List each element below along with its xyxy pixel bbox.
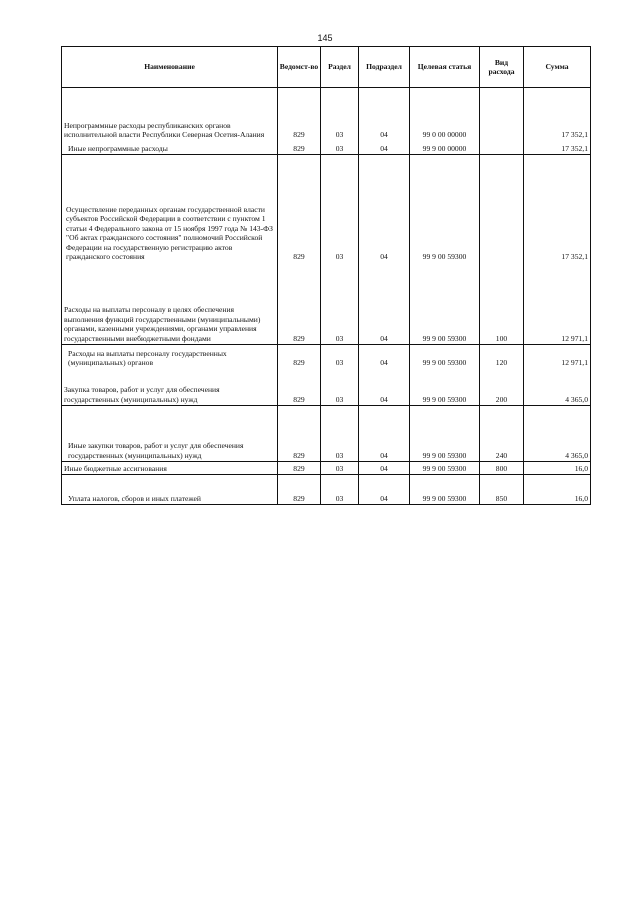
budget-table <box>61 46 591 505</box>
cell-subsection: 04 <box>359 263 410 345</box>
cell-exp-type: 240 <box>480 406 524 462</box>
cell-section: 03 <box>321 345 359 369</box>
cell-dept: 829 <box>278 88 321 141</box>
cell-dept: 829 <box>278 155 321 263</box>
cell-section: 03 <box>321 88 359 141</box>
header-target: Целевая статья <box>410 47 480 88</box>
cell-exp-type <box>480 88 524 141</box>
table-row <box>62 155 591 263</box>
table-header-row <box>62 47 591 88</box>
cell-dept: 829 <box>278 263 321 345</box>
cell-section: 03 <box>321 406 359 462</box>
cell-exp-type: 100 <box>480 263 524 345</box>
cell-target: 99 9 00 59300 <box>410 345 480 369</box>
header-name: Наименование <box>62 47 278 88</box>
cell-subsection: 04 <box>359 462 410 475</box>
table-row <box>62 406 591 462</box>
cell-target: 99 9 00 00000 <box>410 141 480 155</box>
cell-section: 03 <box>321 475 359 505</box>
cell-name: Непрограммные расходы республиканских органов исполнительной власти Республики Северная Осетия-Алания <box>62 88 278 141</box>
table-row <box>62 475 591 505</box>
cell-dept: 829 <box>278 369 321 406</box>
cell-target: 99 9 00 59300 <box>410 462 480 475</box>
table-row <box>62 141 591 155</box>
header-section: Раздел <box>321 47 359 88</box>
table-row <box>62 462 591 475</box>
cell-target: 99 9 00 59300 <box>410 263 480 345</box>
cell-exp-type <box>480 141 524 155</box>
cell-sum: 12 971,1 <box>524 263 591 345</box>
cell-dept: 829 <box>278 462 321 475</box>
cell-target: 99 9 00 59300 <box>410 369 480 406</box>
cell-dept: 829 <box>278 345 321 369</box>
cell-section: 03 <box>321 369 359 406</box>
cell-exp-type: 800 <box>480 462 524 475</box>
cell-subsection: 04 <box>359 345 410 369</box>
cell-exp-type: 850 <box>480 475 524 505</box>
table-row <box>62 88 591 141</box>
cell-section: 03 <box>321 462 359 475</box>
cell-name: Иные непрограммные расходы <box>62 141 278 155</box>
header-sum: Сумма <box>524 47 591 88</box>
cell-sum: 4 365,0 <box>524 406 591 462</box>
page-number: 145 <box>317 33 333 43</box>
cell-name: Иные бюджетные ассигнования <box>62 462 278 475</box>
cell-sum: 17 352,1 <box>524 141 591 155</box>
header-dept: Ведомст-во <box>278 47 321 88</box>
cell-target: 99 9 00 59300 <box>410 406 480 462</box>
table-row <box>62 263 591 345</box>
cell-section: 03 <box>321 141 359 155</box>
header-exp-type: Вид расхода <box>480 47 524 88</box>
cell-target: 99 9 00 59300 <box>410 475 480 505</box>
cell-name: Закупка товаров, работ и услуг для обеспечения государственных (муниципальных) нужд <box>62 369 278 406</box>
cell-sum: 16,0 <box>524 475 591 505</box>
cell-section: 03 <box>321 155 359 263</box>
cell-name: Осуществление переданных органам государственной власти субъектов Российской Федерации в соответствии с пунктом 1 статьи 4 Федерального закона от 15 ноября 1997 года № 143-ФЗ "Об актах гражданского состояния" полномочий Российской Федерации на государственную регистрацию актов гражданского состояния <box>62 155 278 263</box>
cell-sum: 4 365,0 <box>524 369 591 406</box>
cell-target: 99 9 00 59300 <box>410 155 480 263</box>
cell-dept: 829 <box>278 406 321 462</box>
cell-sum: 17 352,1 <box>524 155 591 263</box>
cell-name: Уплата налогов, сборов и иных платежей <box>62 475 278 505</box>
cell-exp-type <box>480 155 524 263</box>
cell-dept: 829 <box>278 141 321 155</box>
cell-subsection: 04 <box>359 406 410 462</box>
cell-section: 03 <box>321 263 359 345</box>
cell-subsection: 04 <box>359 155 410 263</box>
table-row <box>62 369 591 406</box>
table-row <box>62 345 591 369</box>
cell-name: Расходы на выплаты персоналу в целях обеспечения выполнения функций государственными (муниципальными) органами, казенными учреждениями, органами управления государственными внебюджетными фондами <box>62 263 278 345</box>
cell-exp-type: 200 <box>480 369 524 406</box>
cell-subsection: 04 <box>359 141 410 155</box>
cell-subsection: 04 <box>359 369 410 406</box>
cell-sum: 12 971,1 <box>524 345 591 369</box>
cell-name: Иные закупки товаров, работ и услуг для обеспечения государственных (муниципальных) нужд <box>62 406 278 462</box>
cell-name: Расходы на выплаты персоналу государственных (муниципальных) органов <box>62 345 278 369</box>
cell-exp-type: 120 <box>480 345 524 369</box>
cell-subsection: 04 <box>359 475 410 505</box>
cell-target: 99 0 00 00000 <box>410 88 480 141</box>
cell-sum: 16,0 <box>524 462 591 475</box>
header-subsection: Подраздел <box>359 47 410 88</box>
cell-sum: 17 352,1 <box>524 88 591 141</box>
cell-dept: 829 <box>278 475 321 505</box>
cell-subsection: 04 <box>359 88 410 141</box>
